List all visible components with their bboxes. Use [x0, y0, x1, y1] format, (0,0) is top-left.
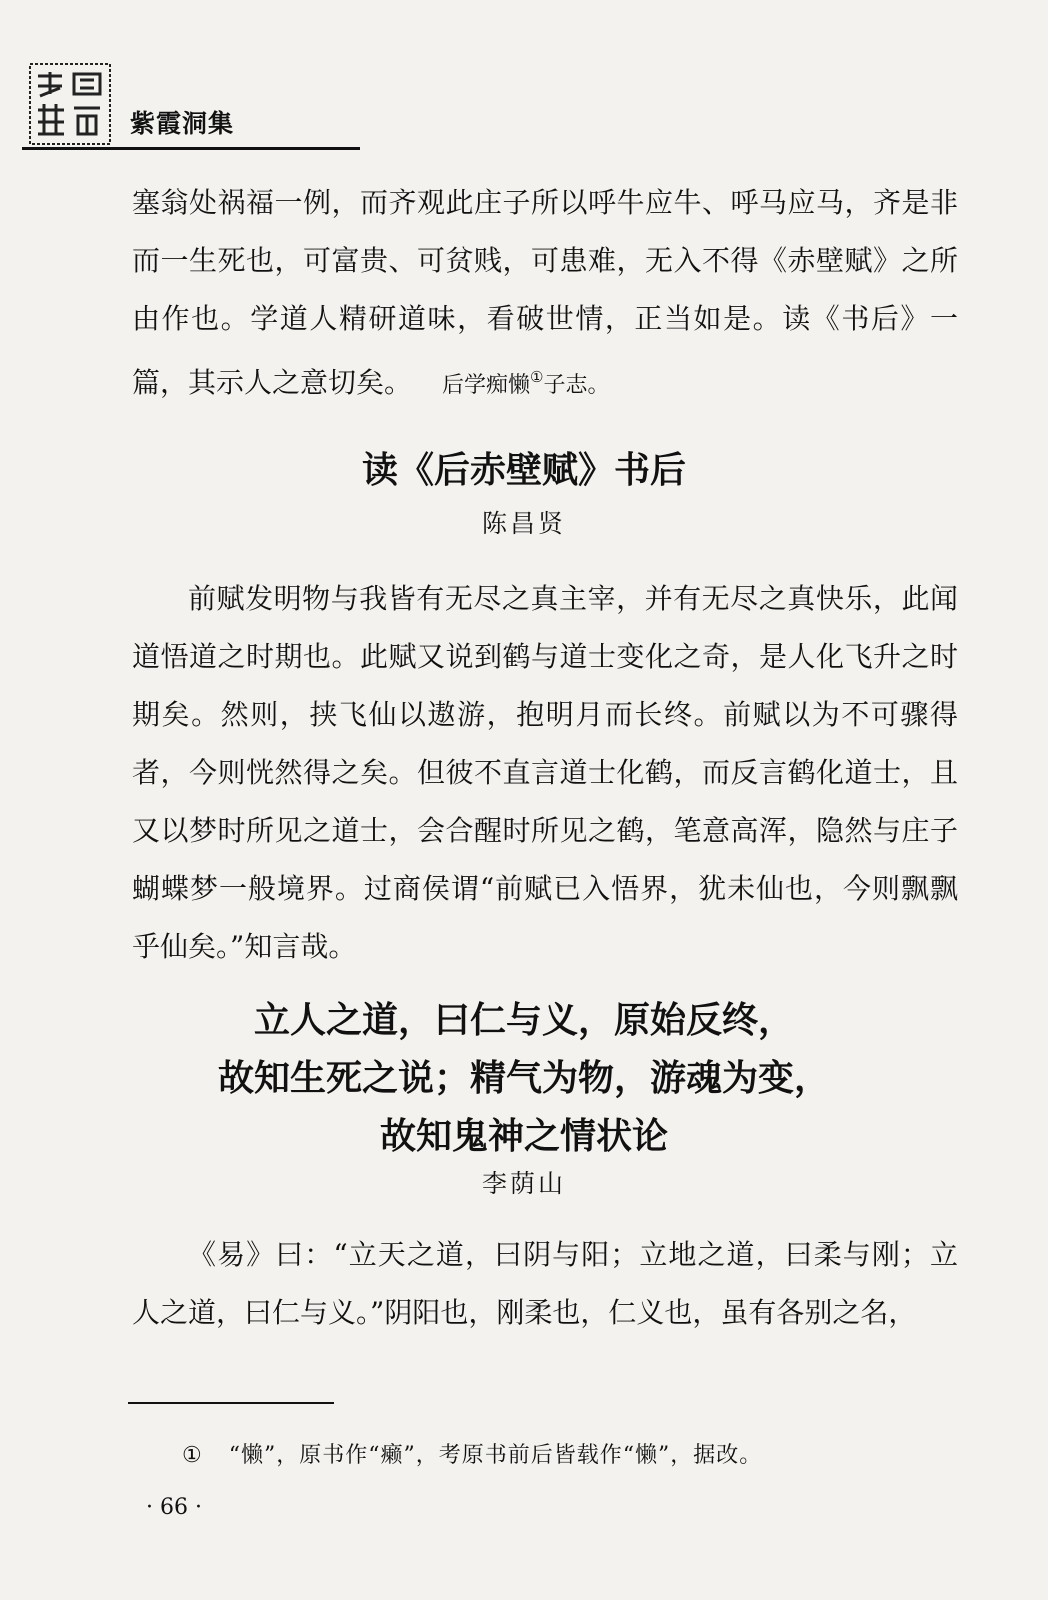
article2-title-line3: 故知鬼神之情状论 [379, 1115, 668, 1157]
article1-paragraph: 前赋发明物与我皆有无尽之真主宰，并有无尽之真快乐，此闻道悟道之时期也。此赋又说到鹤与道士变化之奇，是人化飞升之时期矣。然则，挟飞仙以遨游，抱明月而长终。前赋以为不可骤得者，今则恍然得之矣。但彼不直言道士化鹤，而反言鹤化道士，且又以梦时所见之道士，会合醒时所见之鹤，笔意高浑，隐然与庄子蝴蝶梦一般境界。过商侯谓“前赋已入悟界，犹未仙也，今则飘飘乎仙矣。”知言哉。 [132, 582, 958, 963]
section1-paragraph [132, 174, 958, 415]
article2-author: 李荫山 [481, 1169, 566, 1198]
footnote-text: “懒”，原书作“癞”，考原书前后皆载作“懒”，据改。 [228, 1443, 763, 1468]
footnote-mark: ① [182, 1443, 203, 1468]
seal-logo-icon [28, 62, 112, 146]
article1-title: 读《后赤壁赋》书后 [361, 449, 686, 491]
signature-pre: 后学痴懒 [442, 373, 531, 398]
article2-paragraph: 《易》曰：“立天之道，曰阴与阳；立地之道，曰柔与刚；立人之道，曰仁与义。”阴阳也，刚柔也，仁义也，虽有各别之名， [132, 1238, 958, 1329]
section1-text: 塞翁处祸福一例，而齐观此庄子所以呼牛应牛、呼马应马，齐是非而一生死也，可富贵、可贫贱，可患难，无入不得《赤壁赋》之所由作也。学道人精研道味，看破世情，正当如是。读《书后》一篇，其示人之意切矣。 [132, 186, 958, 399]
article1-author: 陈昌贤 [481, 509, 566, 538]
running-head: 紫霞洞集 [130, 109, 235, 138]
article2-title-line1: 立人之道，曰仁与义，原始反终， [253, 999, 794, 1041]
footnote-rule [128, 1402, 334, 1404]
signature-note-mark: ① [530, 368, 544, 386]
page-number: · 66 · [146, 1495, 202, 1520]
signature [442, 368, 610, 398]
header-rule [22, 147, 360, 150]
signature-post: 子志。 [543, 373, 610, 398]
article2-title-line2: 故知生死之说；精气为物，游魂为变， [217, 1057, 830, 1099]
footnote [182, 1438, 762, 1469]
